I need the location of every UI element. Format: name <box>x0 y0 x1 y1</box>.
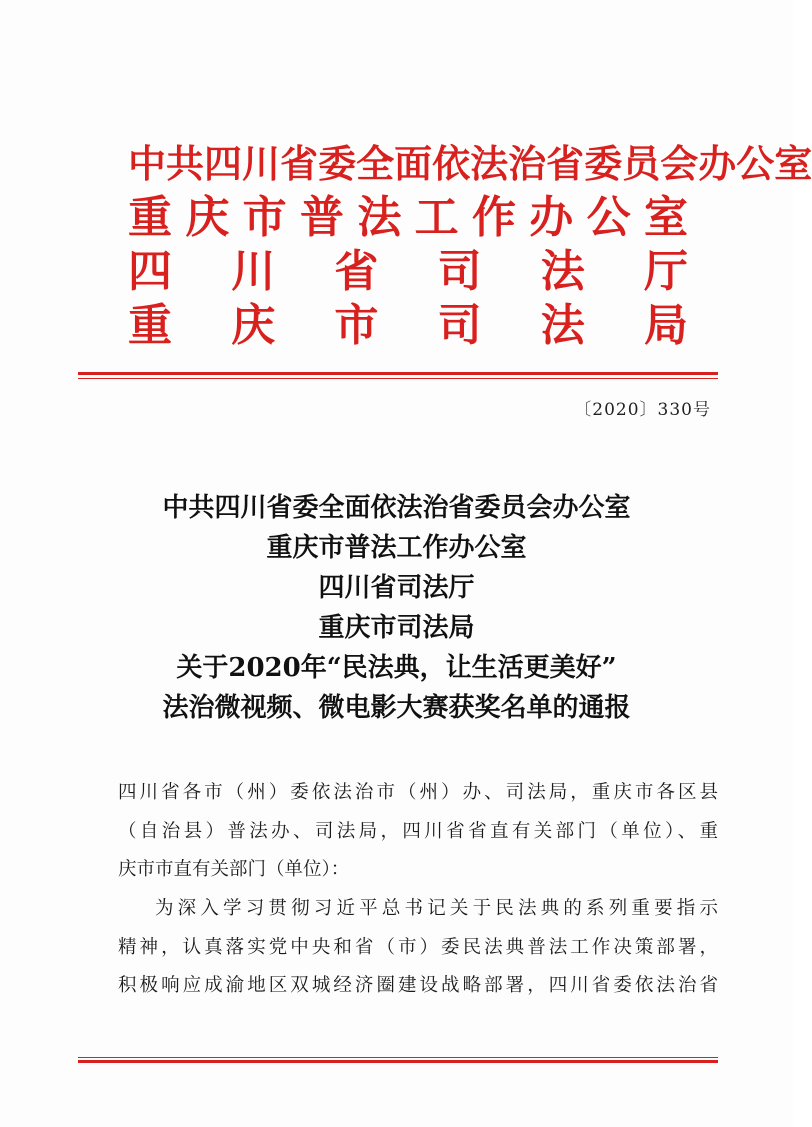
paragraph-line-3: 积极响应成渝地区双城经济圈建设战略部署，四川省委依法治省 <box>118 975 718 996</box>
recipient-line-1: 四川省各市（州）委依法治市（州）办、司法局，重庆市各区县 <box>118 782 718 803</box>
letterhead <box>128 137 812 353</box>
recipient-block <box>118 774 718 890</box>
title-line-4: 重庆市司法局 <box>318 613 475 643</box>
title-line-1: 中共四川省委全面依法治省委员会办公室 <box>162 493 631 523</box>
red-divider-bottom <box>78 1060 718 1063</box>
red-divider-bottom-thin <box>78 1057 718 1058</box>
title-line-2: 重庆市普法工作办公室 <box>266 533 527 563</box>
recipient-line-2: （自治县）普法办、司法局，四川省省直有关部门（单位）、重 <box>118 820 718 842</box>
title-line-3: 四川省司法厅 <box>318 573 475 603</box>
document-number: 〔2020〕330号 <box>574 400 711 420</box>
red-divider-top <box>78 372 718 375</box>
title-line-6: 法治微视频、微电影大赛获奖名单的通报 <box>162 693 631 723</box>
red-divider-top-thin <box>78 378 718 379</box>
document-title <box>0 488 793 728</box>
letterhead-line-2: 重 庆 市 普 法 工 作 办 公 室 <box>128 192 688 243</box>
letterhead-line-1: 中 共 四 川 省 委 全 面 依 法 治 省 委 员 会 办 公 室 <box>128 142 812 186</box>
letterhead-line-3: 四 川 省 司 法 厅 <box>128 246 688 297</box>
paragraph-line-2: 精神，认真落实党中央和省（市）委民法典普法工作决策部署， <box>118 936 718 958</box>
recipient-line-3: 庆市市直有关部门（单位）： <box>118 859 350 880</box>
letterhead-line-4: 重 庆 市 司 法 局 <box>128 300 688 351</box>
paragraph-line-1: 为深入学习贯彻习近平总书记关于民法典的系列重要指示 <box>155 898 718 919</box>
title-line-5: 关于2020年“民法典，让生活更美好” <box>176 653 617 683</box>
body-paragraph <box>118 890 718 1006</box>
